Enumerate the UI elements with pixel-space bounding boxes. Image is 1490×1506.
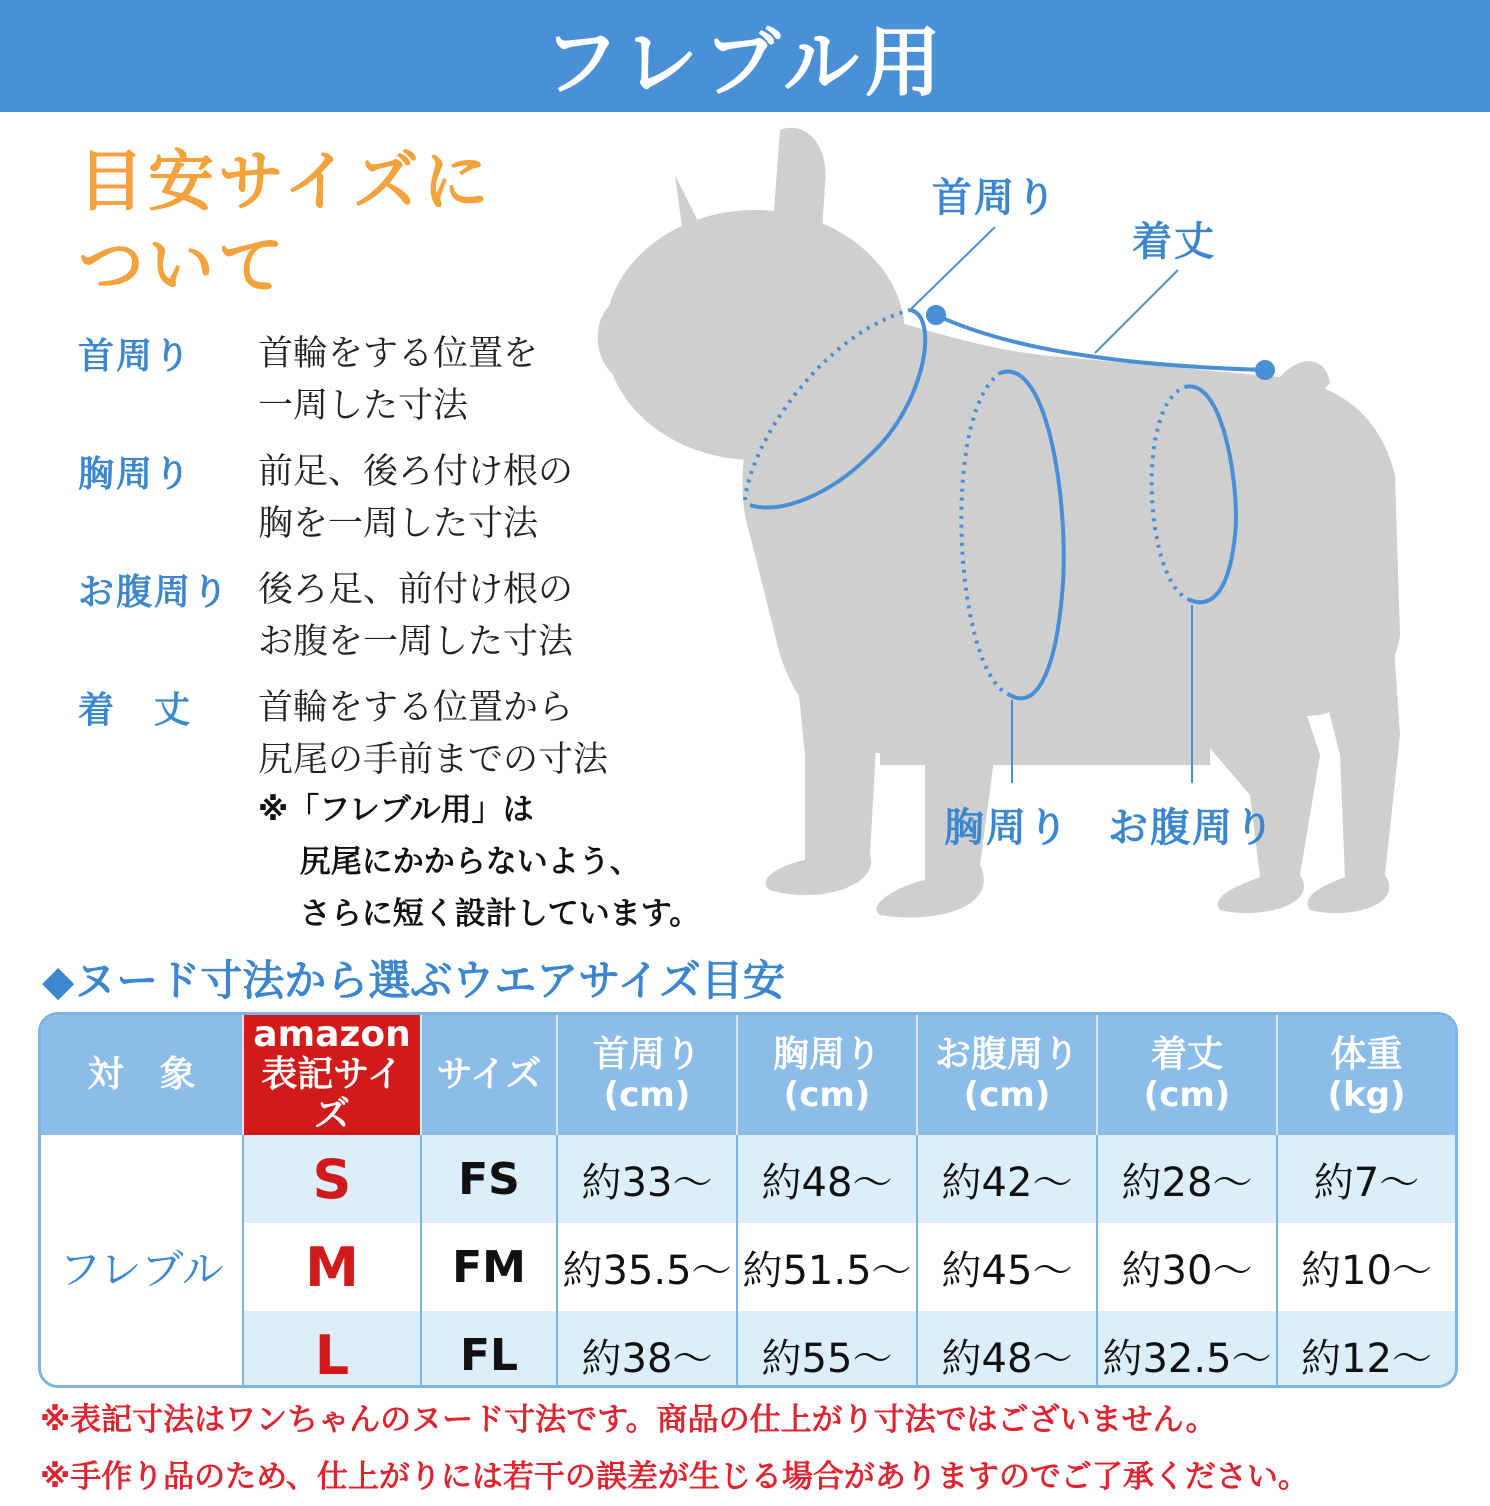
diagram-label-length: 着丈 [1132, 219, 1216, 265]
belly-cell: 約48～ [917, 1311, 1097, 1388]
size-table-grid [41, 1015, 1455, 1388]
design-note: ※「フレブル用」は 尻尾にかからないよう、 さらに短く設計しています。 [258, 792, 701, 932]
belly-cell: 約42～ [917, 1135, 1097, 1223]
size-cell: FS [421, 1135, 557, 1223]
length-cell: 約30～ [1097, 1223, 1277, 1311]
guide-title [78, 140, 493, 308]
header-neck-unit: (cm) [603, 1075, 691, 1115]
weight-cell: 約10～ [1277, 1223, 1455, 1311]
definition-term: お腹周り [78, 572, 231, 613]
footnotes [40, 1392, 1309, 1506]
definition-term: 首周り [78, 336, 193, 377]
header-neck-label: 首周り [592, 1034, 701, 1075]
header-weight-label: 体重 [1330, 1034, 1403, 1075]
weight-cell: 約12～ [1277, 1311, 1455, 1388]
header-chest [737, 1015, 917, 1135]
guide-title-line2: ついて [78, 227, 288, 304]
table-header-row [41, 1015, 1455, 1135]
header-belly-unit: (cm) [963, 1075, 1051, 1115]
header-amazon-line1: amazon [253, 1014, 411, 1055]
diagram-label-neck: 首周り [932, 175, 1058, 221]
chest-cell: 約55～ [737, 1311, 917, 1388]
weight-cell: 約7～ [1277, 1135, 1455, 1223]
table-row [41, 1311, 1455, 1388]
length-cell: 約28～ [1097, 1135, 1277, 1223]
size-cell: FM [421, 1223, 557, 1311]
definition-desc: 前足、後ろ付け根の 胸を一周した寸法 [258, 452, 574, 544]
footnote-2: ※手作り品のため、仕上がりには若干の誤差が生じる場合がありますのでご了承ください。 [40, 1459, 1309, 1495]
belly-cell: 約45～ [917, 1223, 1097, 1311]
neck-cell: 約33～ [557, 1135, 737, 1223]
neck-cell: 約35.5～ [557, 1223, 737, 1311]
size-cell: FL [421, 1311, 557, 1388]
chest-cell: 約48～ [737, 1135, 917, 1223]
header-chest-label: 胸周り [772, 1034, 881, 1075]
size-table-heading: ◆ヌード寸法から選ぶウエアサイズ目安 [42, 956, 785, 1005]
header-weight [1277, 1015, 1455, 1135]
header-size: サイズ [421, 1015, 557, 1135]
header-belly [917, 1015, 1097, 1135]
header-length-unit: (cm) [1143, 1075, 1231, 1115]
definition-term: 胸周り [78, 454, 193, 495]
table-row [41, 1223, 1455, 1311]
header-amazon-size [243, 1015, 421, 1135]
header-length-label: 着丈 [1150, 1034, 1223, 1075]
header-length [1097, 1015, 1277, 1135]
length-cell: 約32.5～ [1097, 1311, 1277, 1388]
definition-desc: 首輪をする位置を 一周した寸法 [258, 334, 539, 426]
footnote-1: ※表記寸法はワンちゃんのヌード寸法です。商品の仕上がり寸法ではございません。 [40, 1402, 1217, 1438]
definition-desc: 後ろ足、前付け根の お腹を一周した寸法 [258, 570, 574, 662]
header-band [0, 0, 1490, 112]
amazon-size-cell: L [243, 1311, 421, 1388]
header-chest-unit: (cm) [783, 1075, 871, 1115]
neck-cell: 約38～ [557, 1311, 737, 1388]
header-belly-label: お腹周り [934, 1034, 1079, 1075]
header-neck [557, 1015, 737, 1135]
table-row [41, 1135, 1455, 1223]
definition-term: 着 丈 [78, 690, 193, 731]
amazon-size-cell: S [243, 1135, 421, 1223]
amazon-size-cell: M [243, 1223, 421, 1311]
header-amazon-line2: 表記サイズ [261, 1054, 403, 1135]
guide-title-line1: 目安サイズに [78, 143, 493, 220]
header-target: 対 象 [41, 1015, 243, 1135]
page-title: フレブル用 [543, 17, 947, 107]
definition-desc: 首輪をする位置から 尻尾の手前までの寸法 [258, 688, 609, 780]
header-weight-unit: (kg) [1327, 1075, 1406, 1115]
chest-cell: 約51.5～ [737, 1223, 917, 1311]
diagram-label-chest: 胸周り [944, 805, 1070, 851]
diagram-label-belly: お腹周り [1108, 805, 1276, 851]
size-table [38, 1012, 1458, 1388]
target-cell: フレブル [41, 1135, 243, 1388]
